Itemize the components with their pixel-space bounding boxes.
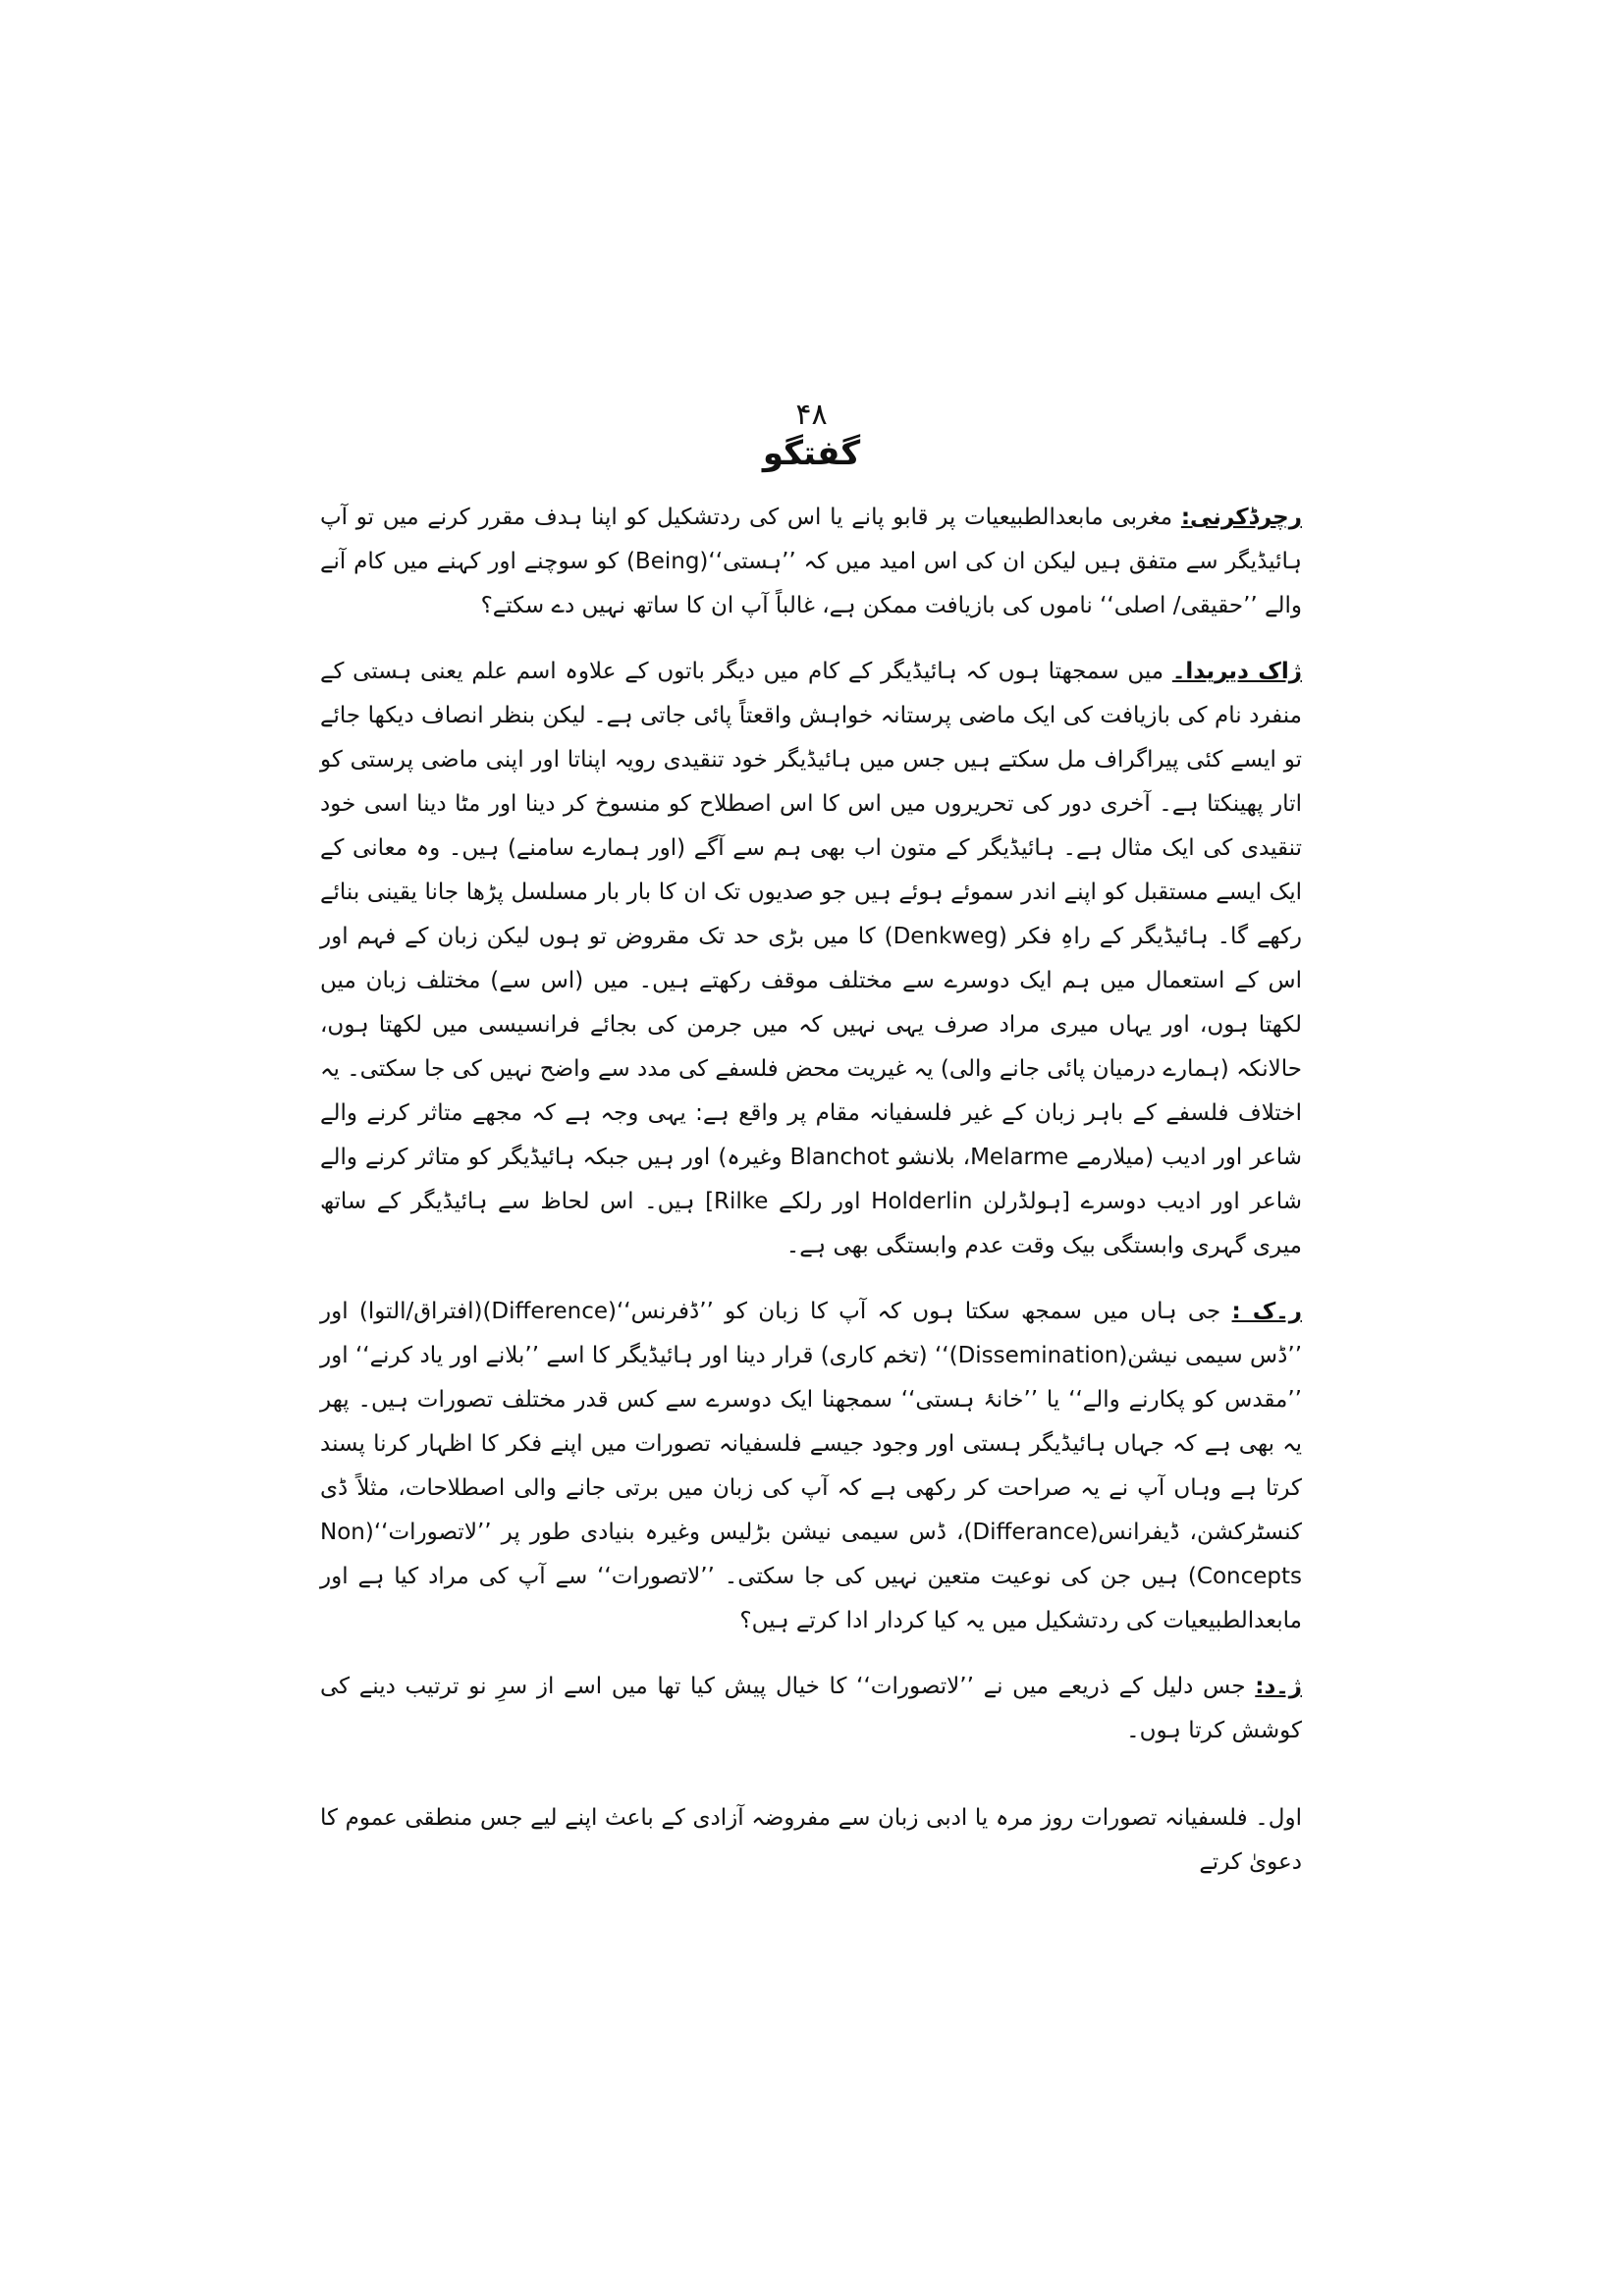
paragraph-text: جس دلیل کے ذریعے میں نے ’’لاتصورات‘‘ کا خیال پیش کیا تھا میں اسے از سرِ نو ترتیب دینے کی کوشش کرتا ہوں۔	[320, 1674, 1302, 1743]
speaker-label: ر۔ک :	[1231, 1299, 1302, 1324]
paragraph-text: مغربی مابعدالطبیعیات پر قابو پانے یا اس کی ردتشکیل کو اپنا ہدف مقرر کرنے میں تو آپ ہائیڈیگر سے متفق ہیں لیکن ان کی اس امید میں کہ ’’ہستی‘‘(Being) کو سوچنے اور کہنے میں کام آنے والے ’’حقیقی/ اصلی‘‘ ناموں کی بازیافت ممکن ہے، غالباً آپ ان کا ساتھ نہیں دے سکتے؟	[320, 505, 1302, 618]
paragraph-text: میں سمجھتا ہوں کہ ہائیڈیگر کے کام میں دیگر باتوں کے علاوہ اسم علم یعنی ہستی کے منفرد نام کی بازیافت کی ایک ماضی پرستانہ خواہش واقعتاً پائی جاتی ہے۔ لیکن بنظر انصاف دیکھا جائے تو ایسے کئی پیراگراف مل سکتے ہیں جس میں ہائیڈیگر خود تنقیدی رویہ اپناتا اور اپنی ماضی پرستی کو اتار پھینکتا ہے۔ آخری دور کی تحریروں میں اس کا اس اصطلاح کو منسوخ کر دینا اور مٹا دینا اسی خود تنقیدی کی ایک مثال ہے۔ ہائیڈیگر کے متون اب بھی ہم سے آگے (اور ہمارے سامنے) ہیں۔ وہ معانی کے ایک ایسے مستقبل کو اپنے اندر سموئے ہوئے ہیں جو صدیوں تک ان کا بار بار مسلسل پڑھا جانا یقینی بنائے رکھے گا۔ ہائیڈیگر کے راہِ فکر (Denkweg) کا میں بڑی حد تک مقروض تو ہوں لیکن زبان کے فہم اور اس کے استعمال میں ہم ایک دوسرے سے مختلف موقف رکھتے ہیں۔ میں (اس سے) مختلف زبان میں لکھتا ہوں، اور یہاں میری مراد صرف یہی نہیں کہ میں جرمن کی بجائے فرانسیسی میں لکھتا ہوں، حالانکہ (ہمارے درمیان پائی جانے والی) یہ غیریت محض فلسفے کی مدد سے واضح نہیں کی جا سکتی۔ یہ اختلاف فلسفے کے باہر زبان کے غیر فلسفیانہ مقام پر واقع ہے: یہی وجہ ہے کہ مجھے متاثر کرنے والے شاعر اور ادیب (میلارمے Melarme، بلانشو Blanchot وغیرہ) اور ہیں جبکہ ہائیڈیگر کو متاثر کرنے والے شاعر اور ادیب دوسرے [ہولڈرلن Holderlin اور رلکے Rilke] ہیں۔ اس لحاظ سے ہائیڈیگر کے ساتھ میری گہری وابستگی بیک وقت عدم وابستگی بھی ہے۔	[320, 659, 1302, 1258]
speaker-label: رچرڈکرنی:	[1180, 505, 1302, 530]
page-number: ۴۸	[795, 398, 828, 432]
paragraph-kearney-2	[320, 1290, 1302, 1643]
paragraph-text: اول۔ فلسفیانہ تصورات روز مرہ یا ادبی زبان سے مفروضہ آزادی کے باعث اپنے لیے جس منطقی عموم کا دعویٰ کرتے	[320, 1805, 1302, 1875]
document-body	[320, 496, 1302, 1906]
page-title: گفتگو	[762, 434, 861, 473]
speaker-label: ژ۔د:	[1255, 1674, 1302, 1699]
paragraph-derrida-1	[320, 650, 1302, 1268]
paragraph-derrida-2	[320, 1665, 1302, 1753]
speaker-label: ژاک دیریدا۔	[1171, 659, 1302, 684]
paragraph-continuation	[320, 1796, 1302, 1885]
paragraph-kearney-1	[320, 496, 1302, 628]
paragraph-text: جی ہاں میں سمجھ سکتا ہوں کہ آپ کا زبان کو ’’ڈفرنس‘‘(Difference)(افتراق/التوا) اور ’’ڈس سیمی نیشن(Dissemination)‘‘ (تخم کاری) قرار دینا اور ہائیڈیگر کا اسے ’’بلانے اور یاد کرنے‘‘ اور ’’مقدس کو پکارنے والے‘‘ یا ’’خانۂ ہستی‘‘ سمجھنا ایک دوسرے سے کس قدر مختلف تصورات ہیں۔ پھر یہ بھی ہے کہ جہاں ہائیڈیگر ہستی اور وجود جیسے فلسفیانہ تصورات میں اپنے فکر کا اظہار کرنا پسند کرتا ہے وہاں آپ نے یہ صراحت کر رکھی ہے کہ آپ کی زبان میں برتی جانے والی اصطلاحات، مثلاً ڈی کنسٹرکشن، ڈیفرانس(Differance)، ڈس سیمی نیشن بڑلیس وغیرہ بنیادی طور پر ’’لاتصورات‘‘(Non Concepts) ہیں جن کی نوعیت متعین نہیں کی جا سکتی۔ ’’لاتصورات‘‘ سے آپ کی مراد کیا ہے اور مابعدالطبیعیات کی ردتشکیل میں یہ کیا کردار ادا کرتے ہیں؟	[320, 1299, 1302, 1633]
